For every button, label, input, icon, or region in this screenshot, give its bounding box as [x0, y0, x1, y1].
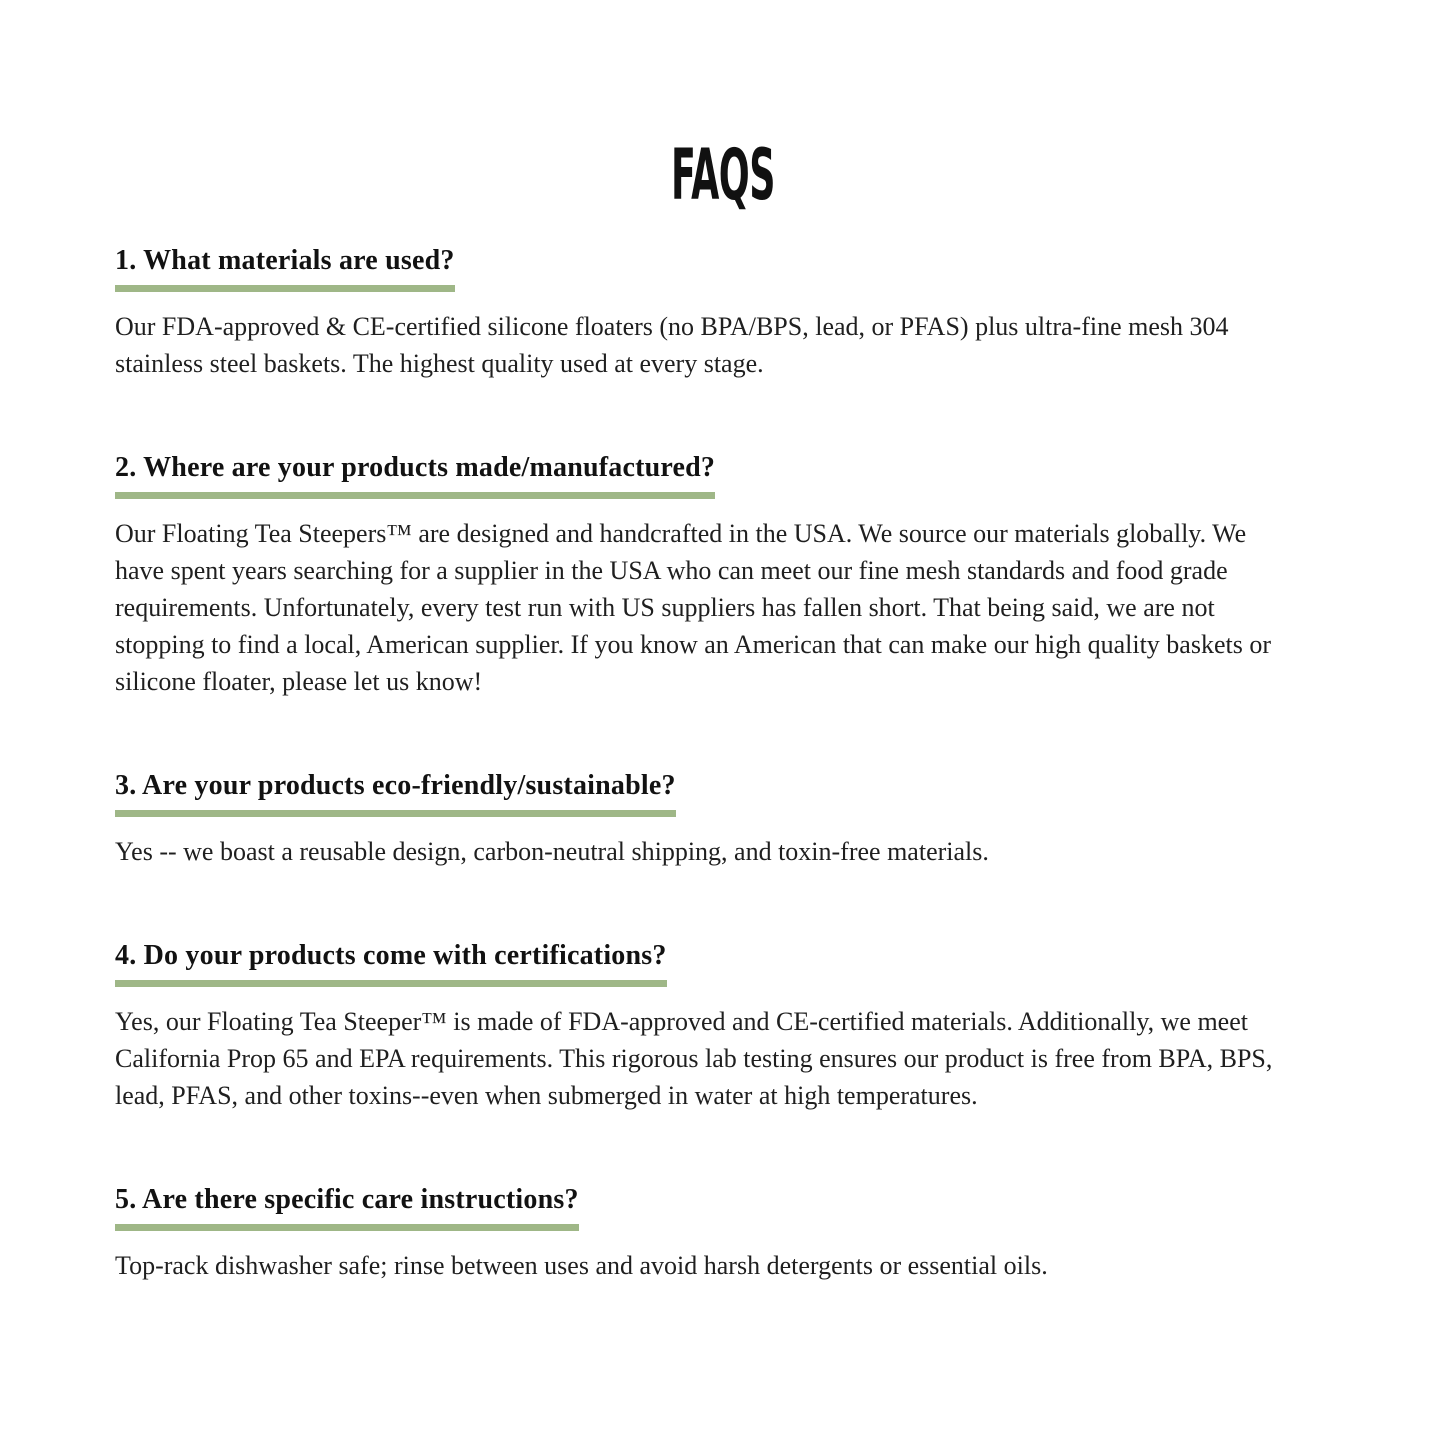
faq-question-1: 1. What materials are used?: [115, 245, 455, 292]
faq-answer-4: Yes, our Floating Tea Steeper™ is made of FDA-approved and CE-certified materials. Additionally, we meet California Prop 65 and EPA requirements. This rigorous lab testing ensures our product is free from BPA, BPS, lead, PFAS, and other toxins--even when submerged in water at high temperatures.: [115, 1007, 1273, 1110]
faq-item-4: [115, 940, 1280, 1114]
faq-answer-2: Our Floating Tea Steepers™ are designed and handcrafted in the USA. We source our materials globally. We have spent years searching for a supplier in the USA who can meet our fine mesh standards and food grade requirements. Unfortunately, every test run with US suppliers has fallen short. That being said, we are not stopping to find a local, American supplier. If you know an American that can make our high quality baskets or silicone floater, please let us know!: [115, 519, 1271, 696]
faq-question-4: 4. Do your products come with certifications?: [115, 940, 667, 987]
faq-item-3: [115, 770, 1280, 870]
faq-answer-1: Our FDA-approved & CE-certified silicone floaters (no BPA/BPS, lead, or PFAS) plus ultra-fine mesh 304 stainless steel baskets. The highest quality used at every stage.: [115, 312, 1229, 378]
faq-answer-3: Yes -- we boast a reusable design, carbon-neutral shipping, and toxin-free materials.: [115, 837, 989, 866]
faq-question-2: 2. Where are your products made/manufactured?: [115, 452, 715, 499]
faq-item-1: [115, 245, 1280, 382]
faq-item-5: [115, 1184, 1280, 1284]
faq-list: [115, 245, 1280, 1284]
faq-item-2: [115, 452, 1280, 700]
title-row: [110, 96, 1335, 216]
faq-answer-5: Top-rack dishwasher safe; rinse between uses and avoid harsh detergents or essential oils.: [115, 1251, 1048, 1280]
faq-question-3: 3. Are your products eco-friendly/sustainable?: [115, 770, 676, 817]
faq-question-5: 5. Are there specific care instructions?: [115, 1184, 579, 1231]
page-title: FAQS: [670, 133, 775, 216]
